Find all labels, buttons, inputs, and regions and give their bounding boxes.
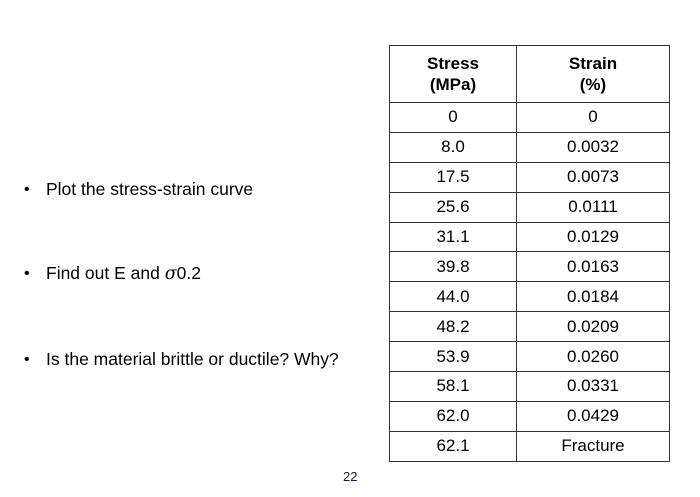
bullet-brittle-ductile [24,349,339,370]
bullet-text: Plot the stress-strain curve [46,179,254,199]
header-strain-unit: (%) [579,75,607,94]
strain-cell: 0.0129 [517,222,670,252]
table-row [390,222,670,252]
sigma-symbol: σ [164,264,177,284]
header-stress-unit: (MPa) [429,75,477,94]
header-stress-label: Stress [427,54,479,73]
bullet-find-e [24,263,201,284]
table-header-row [390,46,670,103]
stress-cell: 48.2 [390,312,517,342]
bullet-text-suffix: 0.2 [176,263,201,283]
strain-cell: 0 [517,103,670,133]
table-row [390,431,670,461]
stress-cell: 17.5 [390,162,517,192]
bullet-marker: • [24,180,30,198]
table-row [390,401,670,431]
bullet-plot-curve [24,179,253,200]
stress-cell: 0 [390,103,517,133]
table-row [390,372,670,402]
table-row [390,162,670,192]
strain-cell: 0.0032 [517,132,670,162]
header-strain [517,46,670,103]
strain-cell: Fracture [517,431,670,461]
strain-cell: 0.0163 [517,252,670,282]
stress-cell: 62.0 [390,401,517,431]
strain-cell: 0.0073 [517,162,670,192]
header-stress [390,46,517,103]
header-strain-label: Strain [568,54,618,73]
table-row [390,103,670,133]
strain-cell: 0.0111 [517,192,670,222]
stress-cell: 53.9 [390,342,517,372]
stress-cell: 44.0 [390,282,517,312]
strain-cell: 0.0429 [517,401,670,431]
stress-cell: 8.0 [390,132,517,162]
table-row [390,282,670,312]
strain-cell: 0.0184 [517,282,670,312]
stress-cell: 39.8 [390,252,517,282]
table-row [390,252,670,282]
table-row [390,132,670,162]
table-row [390,192,670,222]
table-row [390,342,670,372]
table-row [390,312,670,342]
stress-cell: 62.1 [390,431,517,461]
stress-cell: 58.1 [390,372,517,402]
bullet-marker: • [24,264,30,282]
stress-cell: 25.6 [390,192,517,222]
strain-cell: 0.0260 [517,342,670,372]
bullet-text-prefix: Find out E and [46,263,165,283]
bullet-text: Is the material brittle or ductile? Why? [46,349,339,369]
stress-cell: 31.1 [390,222,517,252]
bullet-marker: • [24,350,30,368]
stress-strain-table [389,45,670,462]
bullet-text [46,263,201,284]
strain-cell: 0.0331 [517,372,670,402]
table-body [390,103,670,462]
page-number: 22 [343,469,358,484]
strain-cell: 0.0209 [517,312,670,342]
